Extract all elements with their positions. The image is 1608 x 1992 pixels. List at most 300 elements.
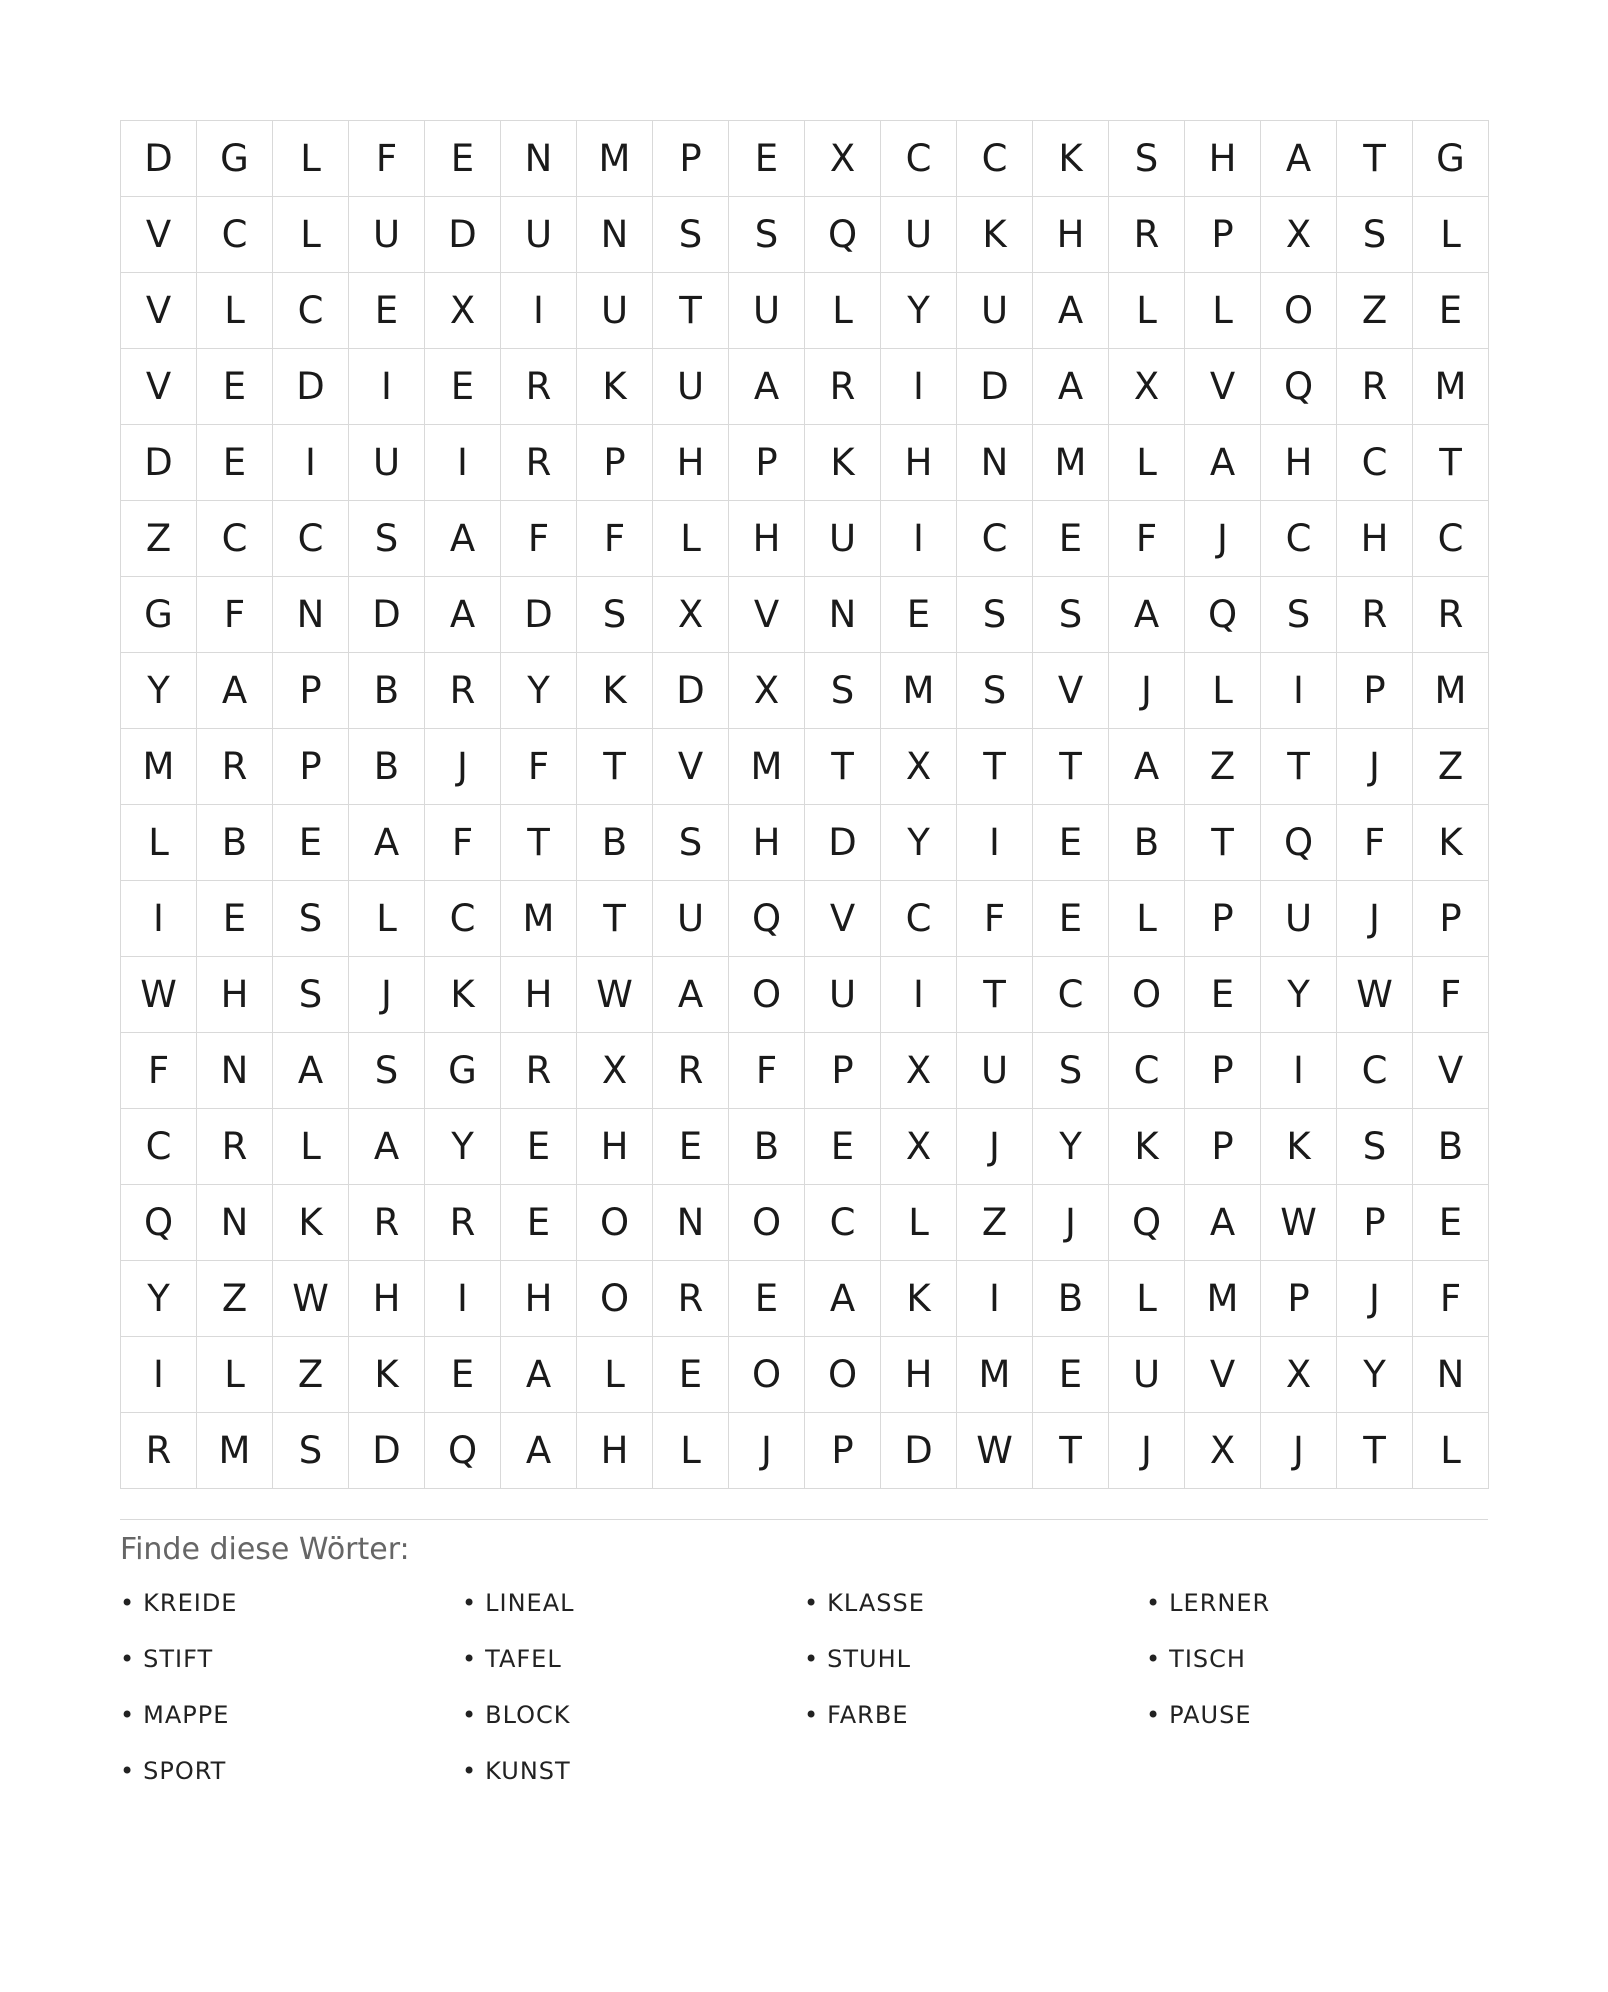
grid-cell[interactable]: S bbox=[957, 653, 1033, 729]
grid-cell[interactable]: E bbox=[349, 273, 425, 349]
grid-cell[interactable]: H bbox=[577, 1413, 653, 1489]
grid-cell[interactable]: C bbox=[1261, 501, 1337, 577]
grid-cell[interactable]: S bbox=[273, 881, 349, 957]
grid-cell[interactable]: P bbox=[273, 653, 349, 729]
grid-cell[interactable]: O bbox=[729, 1337, 805, 1413]
grid-cell[interactable]: L bbox=[653, 501, 729, 577]
grid-cell[interactable]: P bbox=[1261, 1261, 1337, 1337]
grid-cell[interactable]: X bbox=[729, 653, 805, 729]
grid-cell[interactable]: D bbox=[349, 577, 425, 653]
grid-cell[interactable]: J bbox=[1109, 1413, 1185, 1489]
grid-cell[interactable]: X bbox=[577, 1033, 653, 1109]
grid-cell[interactable]: E bbox=[805, 1109, 881, 1185]
grid-cell[interactable]: U bbox=[653, 349, 729, 425]
grid-cell[interactable]: D bbox=[501, 577, 577, 653]
grid-cell[interactable]: V bbox=[1185, 1337, 1261, 1413]
grid-cell[interactable]: X bbox=[881, 729, 957, 805]
grid-cell[interactable]: S bbox=[729, 197, 805, 273]
grid-cell[interactable]: L bbox=[121, 805, 197, 881]
grid-cell[interactable]: Z bbox=[197, 1261, 273, 1337]
grid-cell[interactable]: T bbox=[805, 729, 881, 805]
grid-cell[interactable]: E bbox=[1413, 273, 1489, 349]
grid-cell[interactable]: P bbox=[273, 729, 349, 805]
grid-cell[interactable]: P bbox=[577, 425, 653, 501]
grid-cell[interactable]: I bbox=[881, 349, 957, 425]
grid-cell[interactable]: J bbox=[957, 1109, 1033, 1185]
grid-cell[interactable]: H bbox=[881, 1337, 957, 1413]
grid-cell[interactable]: T bbox=[1261, 729, 1337, 805]
grid-cell[interactable]: V bbox=[1033, 653, 1109, 729]
grid-cell[interactable]: Y bbox=[1337, 1337, 1413, 1413]
grid-cell[interactable]: H bbox=[881, 425, 957, 501]
grid-cell[interactable]: R bbox=[1337, 577, 1413, 653]
grid-cell[interactable]: N bbox=[653, 1185, 729, 1261]
grid-cell[interactable]: L bbox=[805, 273, 881, 349]
grid-cell[interactable]: W bbox=[1337, 957, 1413, 1033]
grid-cell[interactable]: S bbox=[273, 957, 349, 1033]
grid-cell[interactable]: L bbox=[1185, 273, 1261, 349]
grid-cell[interactable]: T bbox=[1033, 1413, 1109, 1489]
grid-cell[interactable]: L bbox=[1109, 425, 1185, 501]
grid-cell[interactable]: Q bbox=[1261, 805, 1337, 881]
grid-cell[interactable]: R bbox=[501, 425, 577, 501]
grid-cell[interactable]: U bbox=[957, 1033, 1033, 1109]
grid-cell[interactable]: A bbox=[1033, 273, 1109, 349]
grid-cell[interactable]: E bbox=[1033, 881, 1109, 957]
grid-cell[interactable]: V bbox=[1185, 349, 1261, 425]
grid-cell[interactable]: K bbox=[577, 349, 653, 425]
grid-cell[interactable]: B bbox=[1033, 1261, 1109, 1337]
grid-cell[interactable]: P bbox=[805, 1413, 881, 1489]
grid-cell[interactable]: V bbox=[1413, 1033, 1489, 1109]
grid-cell[interactable]: T bbox=[653, 273, 729, 349]
grid-cell[interactable]: Z bbox=[957, 1185, 1033, 1261]
grid-cell[interactable]: N bbox=[273, 577, 349, 653]
grid-cell[interactable]: X bbox=[881, 1109, 957, 1185]
grid-cell[interactable]: L bbox=[1109, 1261, 1185, 1337]
grid-cell[interactable]: Y bbox=[881, 805, 957, 881]
grid-cell[interactable]: N bbox=[805, 577, 881, 653]
grid-cell[interactable]: W bbox=[121, 957, 197, 1033]
grid-cell[interactable]: I bbox=[425, 425, 501, 501]
grid-cell[interactable]: M bbox=[1033, 425, 1109, 501]
grid-cell[interactable]: J bbox=[1261, 1413, 1337, 1489]
grid-cell[interactable]: F bbox=[1413, 957, 1489, 1033]
grid-cell[interactable]: F bbox=[1337, 805, 1413, 881]
grid-cell[interactable]: X bbox=[653, 577, 729, 653]
grid-cell[interactable]: T bbox=[957, 729, 1033, 805]
grid-cell[interactable]: X bbox=[1261, 197, 1337, 273]
grid-cell[interactable]: A bbox=[349, 805, 425, 881]
grid-cell[interactable]: D bbox=[273, 349, 349, 425]
grid-cell[interactable]: D bbox=[425, 197, 501, 273]
grid-cell[interactable]: L bbox=[577, 1337, 653, 1413]
grid-cell[interactable]: O bbox=[577, 1261, 653, 1337]
grid-cell[interactable]: I bbox=[121, 1337, 197, 1413]
grid-cell[interactable]: M bbox=[881, 653, 957, 729]
grid-cell[interactable]: C bbox=[957, 121, 1033, 197]
grid-cell[interactable]: T bbox=[501, 805, 577, 881]
grid-cell[interactable]: R bbox=[501, 1033, 577, 1109]
grid-cell[interactable]: I bbox=[881, 957, 957, 1033]
grid-cell[interactable]: E bbox=[729, 1261, 805, 1337]
grid-cell[interactable]: T bbox=[1413, 425, 1489, 501]
grid-cell[interactable]: R bbox=[197, 1109, 273, 1185]
grid-cell[interactable]: S bbox=[1337, 197, 1413, 273]
grid-cell[interactable]: G bbox=[1413, 121, 1489, 197]
grid-cell[interactable]: J bbox=[1109, 653, 1185, 729]
grid-cell[interactable]: B bbox=[349, 729, 425, 805]
grid-cell[interactable]: H bbox=[729, 805, 805, 881]
grid-cell[interactable]: M bbox=[729, 729, 805, 805]
grid-cell[interactable]: Y bbox=[1261, 957, 1337, 1033]
grid-cell[interactable]: S bbox=[805, 653, 881, 729]
grid-cell[interactable]: J bbox=[1337, 1261, 1413, 1337]
grid-cell[interactable]: M bbox=[1413, 349, 1489, 425]
grid-cell[interactable]: A bbox=[729, 349, 805, 425]
grid-cell[interactable]: C bbox=[805, 1185, 881, 1261]
grid-cell[interactable]: I bbox=[425, 1261, 501, 1337]
grid-cell[interactable]: E bbox=[729, 121, 805, 197]
grid-cell[interactable]: P bbox=[729, 425, 805, 501]
grid-cell[interactable]: E bbox=[653, 1337, 729, 1413]
grid-cell[interactable]: D bbox=[121, 121, 197, 197]
grid-cell[interactable]: H bbox=[577, 1109, 653, 1185]
grid-cell[interactable]: B bbox=[197, 805, 273, 881]
grid-cell[interactable]: E bbox=[1033, 805, 1109, 881]
grid-cell[interactable]: V bbox=[729, 577, 805, 653]
grid-cell[interactable]: K bbox=[805, 425, 881, 501]
grid-cell[interactable]: S bbox=[577, 577, 653, 653]
grid-cell[interactable]: U bbox=[501, 197, 577, 273]
grid-cell[interactable]: E bbox=[501, 1185, 577, 1261]
grid-cell[interactable]: E bbox=[197, 881, 273, 957]
grid-cell[interactable]: K bbox=[1261, 1109, 1337, 1185]
grid-cell[interactable]: T bbox=[577, 729, 653, 805]
grid-cell[interactable]: X bbox=[1109, 349, 1185, 425]
grid-cell[interactable]: Z bbox=[273, 1337, 349, 1413]
grid-cell[interactable]: C bbox=[273, 501, 349, 577]
grid-cell[interactable]: R bbox=[501, 349, 577, 425]
grid-cell[interactable]: N bbox=[501, 121, 577, 197]
grid-cell[interactable]: U bbox=[577, 273, 653, 349]
grid-cell[interactable]: X bbox=[1261, 1337, 1337, 1413]
grid-cell[interactable]: Z bbox=[121, 501, 197, 577]
grid-cell[interactable]: A bbox=[425, 577, 501, 653]
grid-cell[interactable]: U bbox=[729, 273, 805, 349]
grid-cell[interactable]: F bbox=[425, 805, 501, 881]
grid-cell[interactable]: M bbox=[197, 1413, 273, 1489]
grid-cell[interactable]: K bbox=[1033, 121, 1109, 197]
grid-cell[interactable]: I bbox=[881, 501, 957, 577]
grid-cell[interactable]: N bbox=[577, 197, 653, 273]
grid-cell[interactable]: H bbox=[729, 501, 805, 577]
grid-cell[interactable]: A bbox=[1109, 729, 1185, 805]
grid-cell[interactable]: C bbox=[957, 501, 1033, 577]
grid-cell[interactable]: O bbox=[1261, 273, 1337, 349]
grid-cell[interactable]: F bbox=[501, 501, 577, 577]
grid-cell[interactable]: L bbox=[881, 1185, 957, 1261]
grid-cell[interactable]: W bbox=[273, 1261, 349, 1337]
grid-cell[interactable]: E bbox=[1413, 1185, 1489, 1261]
grid-cell[interactable]: X bbox=[1185, 1413, 1261, 1489]
grid-cell[interactable]: S bbox=[1033, 577, 1109, 653]
grid-cell[interactable]: N bbox=[197, 1185, 273, 1261]
grid-cell[interactable]: Y bbox=[881, 273, 957, 349]
grid-cell[interactable]: M bbox=[577, 121, 653, 197]
grid-cell[interactable]: I bbox=[957, 1261, 1033, 1337]
grid-cell[interactable]: L bbox=[653, 1413, 729, 1489]
grid-cell[interactable]: R bbox=[1413, 577, 1489, 653]
grid-cell[interactable]: A bbox=[273, 1033, 349, 1109]
grid-cell[interactable]: H bbox=[349, 1261, 425, 1337]
grid-cell[interactable]: Y bbox=[425, 1109, 501, 1185]
grid-cell[interactable]: R bbox=[121, 1413, 197, 1489]
grid-cell[interactable]: Y bbox=[1033, 1109, 1109, 1185]
grid-cell[interactable]: K bbox=[881, 1261, 957, 1337]
grid-cell[interactable]: D bbox=[121, 425, 197, 501]
grid-cell[interactable]: U bbox=[1261, 881, 1337, 957]
grid-cell[interactable]: A bbox=[425, 501, 501, 577]
grid-cell[interactable]: Q bbox=[121, 1185, 197, 1261]
grid-cell[interactable]: H bbox=[1033, 197, 1109, 273]
grid-cell[interactable]: X bbox=[881, 1033, 957, 1109]
grid-cell[interactable]: U bbox=[349, 425, 425, 501]
grid-cell[interactable]: O bbox=[729, 1185, 805, 1261]
grid-cell[interactable]: L bbox=[273, 197, 349, 273]
grid-cell[interactable]: C bbox=[121, 1109, 197, 1185]
grid-cell[interactable]: U bbox=[805, 501, 881, 577]
grid-cell[interactable]: U bbox=[653, 881, 729, 957]
grid-cell[interactable]: W bbox=[1261, 1185, 1337, 1261]
grid-cell[interactable]: L bbox=[1109, 273, 1185, 349]
grid-cell[interactable]: S bbox=[653, 805, 729, 881]
grid-cell[interactable]: M bbox=[957, 1337, 1033, 1413]
grid-cell[interactable]: X bbox=[425, 273, 501, 349]
grid-cell[interactable]: W bbox=[577, 957, 653, 1033]
grid-cell[interactable]: V bbox=[121, 273, 197, 349]
grid-cell[interactable]: C bbox=[1033, 957, 1109, 1033]
grid-cell[interactable]: T bbox=[577, 881, 653, 957]
grid-cell[interactable]: E bbox=[197, 349, 273, 425]
grid-cell[interactable]: B bbox=[729, 1109, 805, 1185]
grid-cell[interactable]: P bbox=[1337, 653, 1413, 729]
grid-cell[interactable]: F bbox=[501, 729, 577, 805]
grid-cell[interactable]: L bbox=[197, 273, 273, 349]
grid-cell[interactable]: T bbox=[1185, 805, 1261, 881]
grid-cell[interactable]: V bbox=[805, 881, 881, 957]
grid-cell[interactable]: M bbox=[1413, 653, 1489, 729]
grid-cell[interactable]: T bbox=[1337, 1413, 1413, 1489]
grid-cell[interactable]: R bbox=[1337, 349, 1413, 425]
grid-cell[interactable]: L bbox=[1413, 197, 1489, 273]
grid-cell[interactable]: C bbox=[1413, 501, 1489, 577]
grid-cell[interactable]: B bbox=[577, 805, 653, 881]
grid-cell[interactable]: Z bbox=[1337, 273, 1413, 349]
grid-cell[interactable]: R bbox=[425, 1185, 501, 1261]
grid-cell[interactable]: R bbox=[653, 1261, 729, 1337]
grid-cell[interactable]: P bbox=[1185, 197, 1261, 273]
grid-cell[interactable]: A bbox=[805, 1261, 881, 1337]
grid-cell[interactable]: F bbox=[349, 121, 425, 197]
grid-cell[interactable]: P bbox=[1413, 881, 1489, 957]
grid-cell[interactable]: K bbox=[1413, 805, 1489, 881]
grid-cell[interactable]: C bbox=[1337, 425, 1413, 501]
grid-cell[interactable]: N bbox=[197, 1033, 273, 1109]
grid-cell[interactable]: F bbox=[957, 881, 1033, 957]
grid-cell[interactable]: U bbox=[881, 197, 957, 273]
grid-cell[interactable]: Q bbox=[729, 881, 805, 957]
grid-cell[interactable]: S bbox=[1261, 577, 1337, 653]
grid-cell[interactable]: F bbox=[729, 1033, 805, 1109]
grid-cell[interactable]: P bbox=[805, 1033, 881, 1109]
grid-cell[interactable]: I bbox=[1261, 653, 1337, 729]
grid-cell[interactable]: B bbox=[1109, 805, 1185, 881]
grid-cell[interactable]: J bbox=[425, 729, 501, 805]
grid-cell[interactable]: D bbox=[881, 1413, 957, 1489]
grid-cell[interactable]: E bbox=[1033, 501, 1109, 577]
grid-cell[interactable]: H bbox=[653, 425, 729, 501]
grid-cell[interactable]: R bbox=[805, 349, 881, 425]
grid-cell[interactable]: D bbox=[349, 1413, 425, 1489]
grid-cell[interactable]: G bbox=[425, 1033, 501, 1109]
grid-cell[interactable]: E bbox=[197, 425, 273, 501]
grid-cell[interactable]: R bbox=[197, 729, 273, 805]
grid-cell[interactable]: S bbox=[349, 1033, 425, 1109]
grid-cell[interactable]: O bbox=[577, 1185, 653, 1261]
grid-cell[interactable]: L bbox=[197, 1337, 273, 1413]
grid-cell[interactable]: E bbox=[501, 1109, 577, 1185]
grid-cell[interactable]: S bbox=[957, 577, 1033, 653]
grid-cell[interactable]: A bbox=[501, 1413, 577, 1489]
grid-cell[interactable]: D bbox=[653, 653, 729, 729]
grid-cell[interactable]: F bbox=[1109, 501, 1185, 577]
grid-cell[interactable]: B bbox=[1413, 1109, 1489, 1185]
grid-cell[interactable]: E bbox=[425, 121, 501, 197]
grid-cell[interactable]: P bbox=[1185, 881, 1261, 957]
grid-cell[interactable]: T bbox=[1033, 729, 1109, 805]
grid-cell[interactable]: U bbox=[1109, 1337, 1185, 1413]
grid-cell[interactable]: J bbox=[1337, 881, 1413, 957]
grid-cell[interactable]: K bbox=[1109, 1109, 1185, 1185]
grid-cell[interactable]: L bbox=[1413, 1413, 1489, 1489]
grid-cell[interactable]: R bbox=[425, 653, 501, 729]
grid-cell[interactable]: F bbox=[197, 577, 273, 653]
grid-cell[interactable]: K bbox=[349, 1337, 425, 1413]
grid-cell[interactable]: Z bbox=[1413, 729, 1489, 805]
grid-cell[interactable]: S bbox=[273, 1413, 349, 1489]
grid-cell[interactable]: P bbox=[1337, 1185, 1413, 1261]
grid-cell[interactable]: J bbox=[729, 1413, 805, 1489]
grid-cell[interactable]: T bbox=[1337, 121, 1413, 197]
grid-cell[interactable]: M bbox=[121, 729, 197, 805]
grid-cell[interactable]: H bbox=[501, 1261, 577, 1337]
grid-cell[interactable]: K bbox=[957, 197, 1033, 273]
grid-cell[interactable]: Y bbox=[121, 653, 197, 729]
grid-cell[interactable]: A bbox=[501, 1337, 577, 1413]
grid-cell[interactable]: G bbox=[197, 121, 273, 197]
grid-cell[interactable]: O bbox=[805, 1337, 881, 1413]
grid-cell[interactable]: C bbox=[273, 273, 349, 349]
grid-cell[interactable]: S bbox=[1109, 121, 1185, 197]
grid-cell[interactable]: S bbox=[653, 197, 729, 273]
grid-cell[interactable]: Z bbox=[1185, 729, 1261, 805]
grid-cell[interactable]: H bbox=[1337, 501, 1413, 577]
grid-cell[interactable]: V bbox=[121, 349, 197, 425]
grid-cell[interactable]: C bbox=[197, 197, 273, 273]
grid-cell[interactable]: H bbox=[501, 957, 577, 1033]
grid-cell[interactable]: M bbox=[501, 881, 577, 957]
grid-cell[interactable]: V bbox=[121, 197, 197, 273]
grid-cell[interactable]: D bbox=[805, 805, 881, 881]
grid-cell[interactable]: F bbox=[121, 1033, 197, 1109]
grid-cell[interactable]: L bbox=[273, 121, 349, 197]
grid-cell[interactable]: X bbox=[805, 121, 881, 197]
grid-cell[interactable]: R bbox=[1109, 197, 1185, 273]
grid-cell[interactable]: H bbox=[1261, 425, 1337, 501]
grid-cell[interactable]: A bbox=[197, 653, 273, 729]
grid-cell[interactable]: E bbox=[881, 577, 957, 653]
grid-cell[interactable]: I bbox=[349, 349, 425, 425]
grid-cell[interactable]: E bbox=[425, 1337, 501, 1413]
grid-cell[interactable]: Q bbox=[805, 197, 881, 273]
grid-cell[interactable]: C bbox=[881, 881, 957, 957]
grid-cell[interactable]: R bbox=[349, 1185, 425, 1261]
grid-cell[interactable]: A bbox=[1261, 121, 1337, 197]
grid-cell[interactable]: F bbox=[1413, 1261, 1489, 1337]
grid-cell[interactable]: O bbox=[729, 957, 805, 1033]
grid-cell[interactable]: B bbox=[349, 653, 425, 729]
grid-cell[interactable]: A bbox=[1185, 425, 1261, 501]
grid-cell[interactable]: E bbox=[653, 1109, 729, 1185]
grid-cell[interactable]: U bbox=[957, 273, 1033, 349]
grid-cell[interactable]: L bbox=[1185, 653, 1261, 729]
grid-cell[interactable]: Q bbox=[1185, 577, 1261, 653]
grid-cell[interactable]: K bbox=[577, 653, 653, 729]
grid-cell[interactable]: H bbox=[197, 957, 273, 1033]
grid-cell[interactable]: K bbox=[425, 957, 501, 1033]
grid-cell[interactable]: I bbox=[957, 805, 1033, 881]
grid-cell[interactable]: J bbox=[1185, 501, 1261, 577]
grid-cell[interactable]: D bbox=[957, 349, 1033, 425]
grid-cell[interactable]: A bbox=[1109, 577, 1185, 653]
grid-cell[interactable]: I bbox=[1261, 1033, 1337, 1109]
grid-cell[interactable]: M bbox=[1185, 1261, 1261, 1337]
grid-cell[interactable]: L bbox=[1109, 881, 1185, 957]
grid-cell[interactable]: N bbox=[957, 425, 1033, 501]
grid-cell[interactable]: E bbox=[1185, 957, 1261, 1033]
grid-cell[interactable]: P bbox=[653, 121, 729, 197]
grid-cell[interactable]: V bbox=[653, 729, 729, 805]
grid-cell[interactable]: E bbox=[273, 805, 349, 881]
grid-cell[interactable]: W bbox=[957, 1413, 1033, 1489]
grid-cell[interactable]: A bbox=[1185, 1185, 1261, 1261]
grid-cell[interactable]: A bbox=[653, 957, 729, 1033]
grid-cell[interactable]: S bbox=[1337, 1109, 1413, 1185]
grid-cell[interactable]: G bbox=[121, 577, 197, 653]
grid-cell[interactable]: T bbox=[957, 957, 1033, 1033]
grid-cell[interactable]: J bbox=[349, 957, 425, 1033]
grid-cell[interactable]: K bbox=[273, 1185, 349, 1261]
grid-cell[interactable]: A bbox=[1033, 349, 1109, 425]
grid-cell[interactable]: L bbox=[349, 881, 425, 957]
grid-cell[interactable]: H bbox=[1185, 121, 1261, 197]
grid-cell[interactable]: S bbox=[1033, 1033, 1109, 1109]
grid-cell[interactable]: C bbox=[1109, 1033, 1185, 1109]
grid-cell[interactable]: L bbox=[273, 1109, 349, 1185]
grid-cell[interactable]: N bbox=[1413, 1337, 1489, 1413]
grid-cell[interactable]: P bbox=[1185, 1109, 1261, 1185]
